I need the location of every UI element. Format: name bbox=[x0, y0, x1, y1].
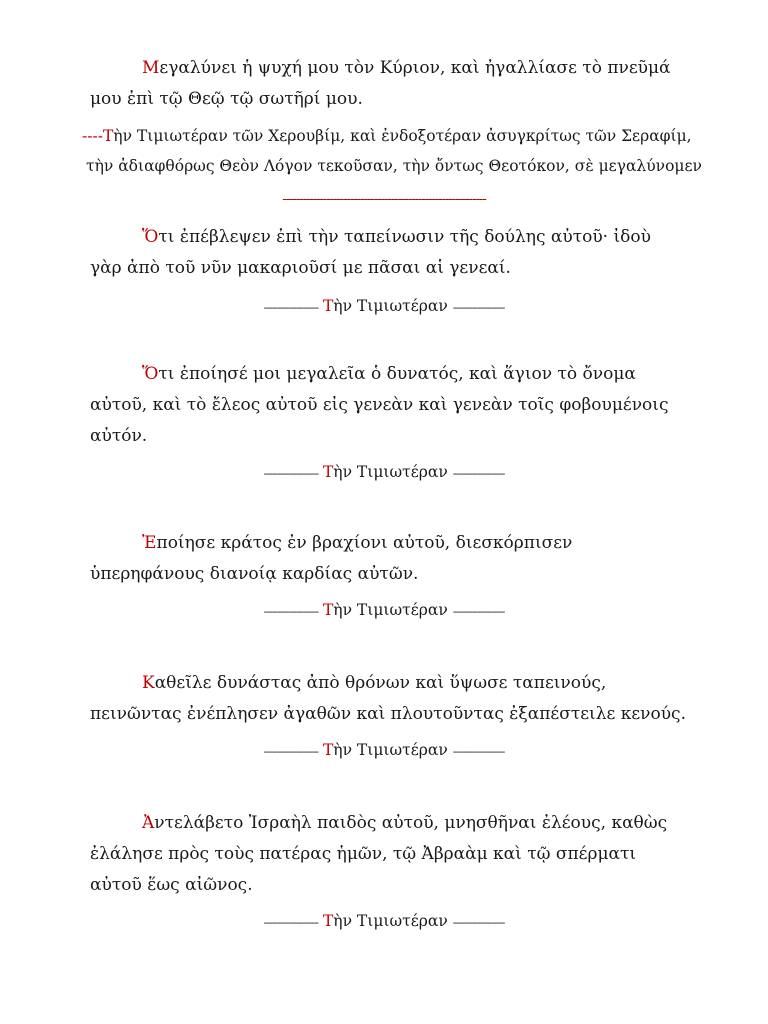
verse-line: γὰρ ἀπὸ τοῦ νῦν μακαριοῦσί με πᾶσαι αἱ γενεαί. bbox=[90, 258, 511, 278]
response-text: ὴν Τιμιωτέραν bbox=[333, 912, 448, 930]
red-initial: Ὅ bbox=[142, 364, 159, 384]
verse-line: ἐλάλησε πρὸς τοὺς πατέρας ἡμῶν, τῷ Ἀβραὰμ καὶ τῷ σπέρματι bbox=[90, 844, 637, 864]
red-initial: Τ bbox=[322, 463, 334, 481]
response-dashes-left: -------------------- bbox=[263, 745, 319, 758]
response-dashes-right: ------------------- bbox=[452, 467, 505, 480]
response-dashes-left: -------------------- bbox=[263, 605, 319, 618]
refrain-full bbox=[82, 121, 722, 181]
response-text: ὴν Τιμιωτέραν bbox=[333, 297, 448, 315]
refrain-line bbox=[82, 121, 722, 151]
red-initial: Τ bbox=[322, 912, 334, 930]
verse-2 bbox=[90, 222, 690, 284]
red-initial: Ὅ bbox=[142, 227, 159, 247]
verse-1 bbox=[90, 53, 690, 115]
response-dashes-left: -------------------- bbox=[263, 301, 319, 314]
verse-line bbox=[90, 668, 690, 699]
response-dashes-right: ------------------- bbox=[452, 605, 505, 618]
verse-line: πεινῶντας ἐνέπλησεν ἀγαθῶν καὶ πλουτοῦντας ἐξαπέστειλε κενούς. bbox=[90, 704, 686, 724]
verse-line: μου ἐπὶ τῷ Θεῷ τῷ σωτῆρί μου. bbox=[90, 89, 363, 109]
red-initial: Τ bbox=[322, 601, 334, 619]
verse-line bbox=[90, 528, 690, 559]
refrain-text: ὴν Τιμιωτέραν τῶν Χερουβίμ, καὶ ἐνδοξοτέραν ἀσυγκρίτως τῶν Σεραφίμ, bbox=[113, 127, 692, 145]
verse-text: εγαλύνει ἡ ψυχή μου τὸν Κύριον, καὶ ἠγαλλίασε τὸ πνεῦμά bbox=[159, 58, 671, 78]
verse-3 bbox=[90, 359, 690, 452]
red-initial: Τ bbox=[322, 741, 334, 759]
verse-line: αὐτόν. bbox=[90, 426, 148, 446]
refrain-line: τὴν ἀδιαφθόρως Θεὸν Λόγον τεκοῦσαν, τὴν ὄντως Θεοτόκον, σὲ μεγαλύνομεν bbox=[86, 157, 702, 175]
response-dashes-left: -------------------- bbox=[263, 467, 319, 480]
response-dashes-right: ------------------- bbox=[452, 745, 505, 758]
verse-line: αὐτοῦ, καὶ τὸ ἔλεος αὐτοῦ εἰς γενεὰν καὶ γενεὰν τοῖς φοβουμένοις bbox=[90, 395, 669, 415]
verse-text: τι ἐπέβλεψεν ἐπὶ τὴν ταπείνωσιν τῆς δούλης αὐτοῦ· ἰδοὺ bbox=[158, 227, 651, 247]
verse-line: αὐτοῦ ἕως αἰῶνος. bbox=[90, 875, 253, 895]
verse-text: τι ἐποίησέ μοι μεγαλεῖα ὁ δυνατός, καὶ ἅγιον τὸ ὄνομα bbox=[158, 364, 636, 384]
response-text: ὴν Τιμιωτέραν bbox=[333, 601, 448, 619]
verse-line bbox=[90, 808, 690, 839]
refrain-dashes: ---- bbox=[82, 127, 103, 145]
response-dashes-right: ------------------- bbox=[452, 301, 505, 314]
refrain-response bbox=[0, 297, 768, 315]
verse-line bbox=[90, 222, 690, 253]
response-dashes-right: ------------------- bbox=[452, 916, 505, 929]
response-text: ὴν Τιμιωτέραν bbox=[333, 741, 448, 759]
verse-line: ὑπερηφάνους διανοίᾳ καρδίας αὐτῶν. bbox=[90, 564, 419, 584]
verse-text: ποίησε κράτος ἐν βραχίονι αὐτοῦ, διεσκόρπισεν bbox=[156, 533, 573, 553]
refrain-response bbox=[0, 463, 768, 481]
red-divider: ------------------------------------------------------------ bbox=[282, 192, 486, 207]
verse-5 bbox=[90, 668, 690, 730]
refrain-response bbox=[0, 912, 768, 930]
verse-6 bbox=[90, 808, 690, 901]
verse-text: ντελάβετο Ἰσραὴλ παιδὸς αὐτοῦ, μνησθῆναι ἐλέους, καθὼς bbox=[154, 813, 668, 833]
response-text: ὴν Τιμιωτέραν bbox=[333, 463, 448, 481]
red-initial: Τ bbox=[102, 127, 114, 145]
refrain-response bbox=[0, 741, 768, 759]
verse-4 bbox=[90, 528, 690, 590]
verse-text: αθεῖλε δυνάστας ἀπὸ θρόνων καὶ ὕψωσε ταπεινούς, bbox=[154, 673, 607, 693]
red-initial: Ἀ bbox=[142, 813, 155, 833]
red-initial: Ἐ bbox=[142, 533, 157, 553]
red-initial: Τ bbox=[322, 297, 334, 315]
refrain-response bbox=[0, 601, 768, 619]
red-initial: Κ bbox=[142, 673, 155, 693]
verse-line bbox=[90, 359, 690, 390]
response-dashes-left: -------------------- bbox=[263, 916, 319, 929]
verse-line bbox=[90, 53, 690, 84]
red-initial: Μ bbox=[142, 58, 160, 78]
